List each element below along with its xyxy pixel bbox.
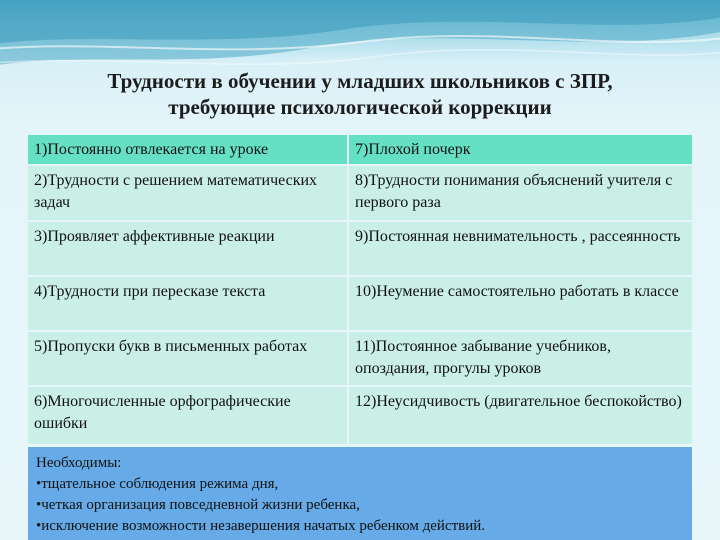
note-item: •четкая организация повседневной жизни ребенка, xyxy=(36,497,360,513)
table-cell-7: 7)Плохой почерк xyxy=(349,135,692,164)
difficulties-table xyxy=(28,135,692,445)
table-cell-10: 10)Неумение самостоятельно работать в классе xyxy=(349,277,692,330)
table-cell-8: 8)Трудности понимания объяснений учителя с первого раза xyxy=(349,166,692,220)
table-cell-6: 6)Многочисленные орфографические ошибки xyxy=(28,387,347,444)
table-cell-5: 5)Пропуски букв в письменных работах xyxy=(28,332,347,385)
note-heading: Необходимы: xyxy=(36,455,122,471)
table-cell-2: 2)Трудности с решением математических задач xyxy=(28,166,347,220)
page-title xyxy=(60,68,660,120)
table-cell-9: 9)Постоянная невнимательность , рассеянность xyxy=(349,222,692,275)
note-item: •исключение возможности незавершения начатых ребенком действий. xyxy=(36,518,486,534)
note-item: •тщательное соблюдения режима дня, xyxy=(36,476,279,492)
table-cell-4: 4)Трудности при пересказе текста xyxy=(28,277,347,330)
table-cell-1: 1)Постоянно отвлекается на уроке xyxy=(28,135,347,164)
title-line-2: требующие психологической коррекции xyxy=(168,95,552,119)
requirements-note xyxy=(28,447,692,540)
table-cell-11: 11)Постоянное забывание учебников, опоздания, прогулы уроков xyxy=(349,332,692,385)
table-cell-3: 3)Проявляет аффективные реакции xyxy=(28,222,347,275)
table-cell-12: 12)Неусидчивость (двигательное беспокойство) xyxy=(349,387,692,444)
title-line-1: Трудности в обучении у младших школьников с ЗПР, xyxy=(107,69,613,93)
